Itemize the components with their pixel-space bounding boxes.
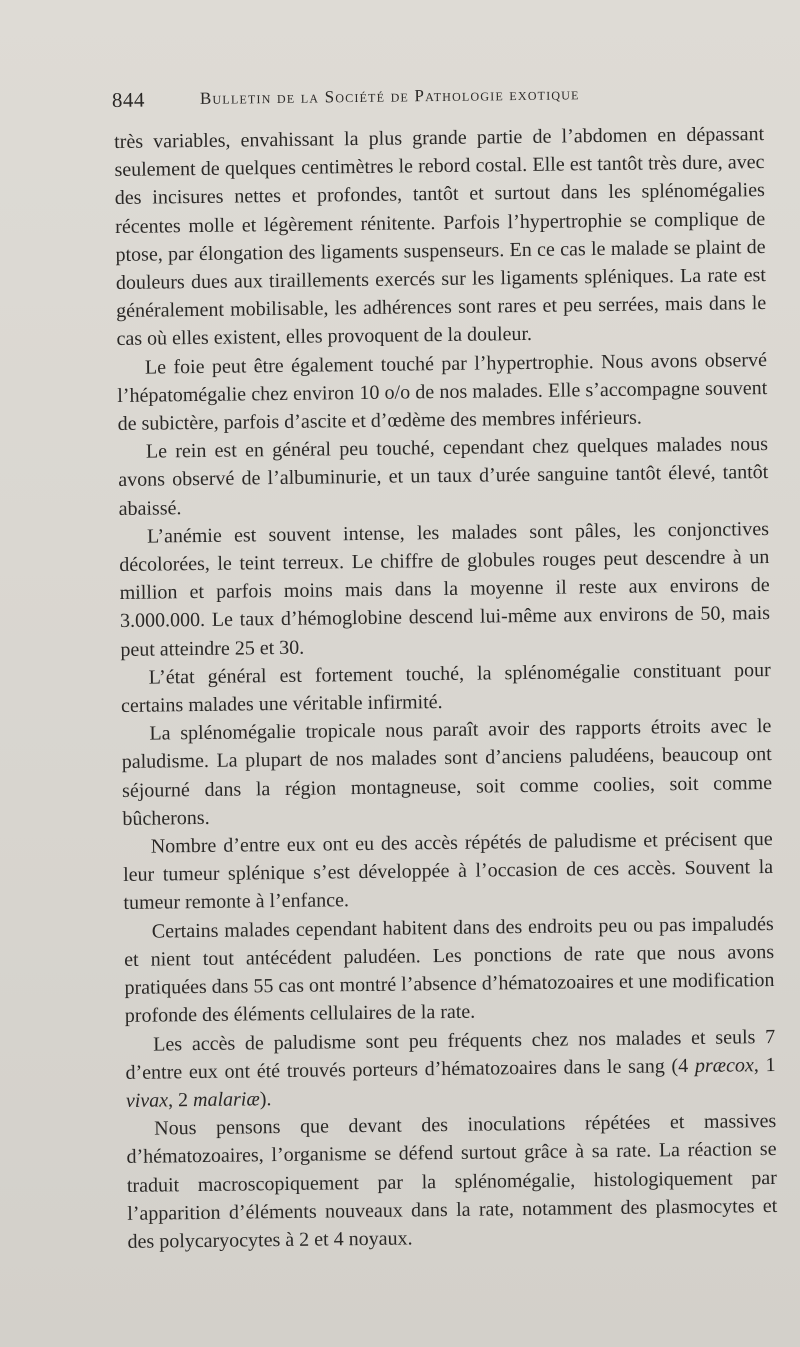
species-praecox: præcox [694, 1053, 754, 1077]
page-header [112, 80, 762, 118]
running-title: Bulletin de la Société de Pathologie exotique [199, 84, 580, 108]
paragraph-anemia: L’anémie est souvent intense, les malades sont pâles, les conjonctives décolorées, le teint terreux. Le chiffre de globules rouges peut descendre à un million et parfois moins mais dans la moyenne il reste aux environs de 3.000.000. Le taux d’hémoglobine descend lui-même aux environs de 50, mais peut atteindre 25 et 30. [119, 517, 771, 661]
paragraph-hematozoa-carriers [125, 1022, 776, 1115]
paragraph-liver: Le foie peut être également touché par l’hypertrophie. Nous avons observé l’hépatomégalie chez environ 10 o/o de nos malades. Elle s’accompagne souvent de subictère, parfois d’ascite et d’œdème des membres inférieurs. [117, 348, 768, 436]
hematozoa-text-before: Les accès de paludisme sont peu fréquents chez nos malades et seuls 7 d’entre eux ont été trouvés porteurs d’hématozoaires dans le sang (4 [125, 1025, 776, 1084]
paragraph-kidney: Le rein est en général peu touché, cependant chez quelques malades nous avons observé de l’albuminurie, et un taux d’urée sanguine tantôt élevé, tantôt abaissé. [118, 433, 769, 520]
paragraph-spleen-punctures: Certains malades cependant habitent dans des endroits peu ou pas impaludés et nient tout antécédent paludéen. Les ponctions de rate que nous avons pratiquées dans 55 cas ont montré l’absence d’hématozoaires et une modification profonde des éléments cellulaires de la rate. [124, 912, 775, 1028]
paragraph-spleen-defense: Nous pensons que devant des inoculations répétées et massives d’hématozoaires, l’organisme se défend surtout grâce à sa rate. La réaction se traduit macroscopiquement par la splénomégalie, histologiquement par l’apparition d’éléments nouveaux dans la rate, notamment des plasmocytes et des polycaryocytes à 2 et 4 noyaux. [126, 1110, 778, 1253]
paragraph-spleen-description: très variables, envahissant la plus grande partie de l’abdomen en dépassant seulement de quelques centimètres le rebord costal. Elle est tantôt très dure, avec des incisures nettes et profondes, tantôt et surtout dans les splénomégalies récentes molle et légèrement rénitente. Parfois l’hypertrophie se complique de ptose, par élongation des ligaments suspenseurs. En ce cas le malade se plaint de douleurs dues aux tiraillements exercés sur les ligaments spléniques. La rate est généralement mobilisable, les adhérences sont rares et peu serrées, mais dans le cas où elles existent, elles provoquent de la douleur. [114, 123, 767, 351]
hematozoa-text-mid-1: , 1 [753, 1053, 776, 1076]
paragraph-general-state: L’état général est fortement touché, la splénomégalie constituant pour certains malades une véritable infirmité. [120, 658, 771, 718]
hematozoa-text-mid-2: , 2 [167, 1089, 194, 1112]
paragraph-malaria-relation: La splénomégalie tropicale nous paraît avoir des rapports étroits avec le paludisme. La plupart de nos malades sont d’anciens paludéens, beaucoup ont séjourné dans la région montagneuse, soit comme coolies, soit comme bûcherons. [121, 715, 773, 830]
page-number: 844 [111, 87, 146, 112]
body-text [114, 120, 778, 1256]
species-vivax: vivax [125, 1089, 169, 1112]
species-malariae: malariæ [192, 1088, 260, 1112]
paragraph-repeated-attacks: Nombre d’entre eux ont eu des accès répétés de paludisme et précisent que leur tumeur splénique s’est développée à l’occasion de ces accès. Souvent la tumeur remonte à l’enfance. [122, 828, 774, 915]
hematozoa-text-after: ). [259, 1088, 272, 1111]
